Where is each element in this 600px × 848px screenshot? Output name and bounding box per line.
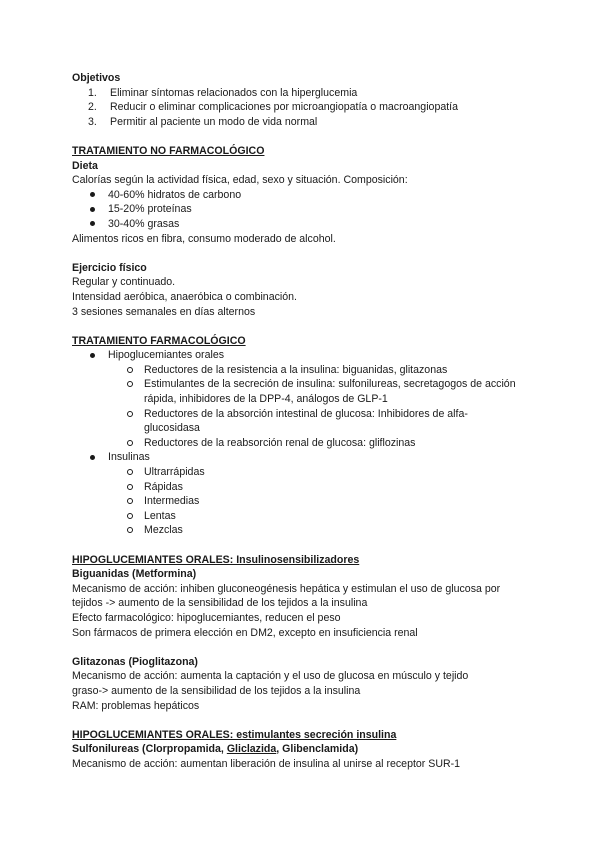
sublist-item: [108, 407, 484, 436]
biguanidas-line: Efecto farmacológico: hipoglucemiantes, reducen el peso: [72, 611, 341, 624]
circle-bullet-icon: [127, 527, 133, 533]
circle-bullet-icon: [127, 411, 133, 417]
circle-bullet-icon: [127, 367, 133, 373]
sublist-item: [108, 523, 532, 538]
sublist-item: [108, 363, 532, 378]
list-item: [72, 348, 532, 450]
hipo-sublist: [108, 363, 532, 451]
insulinosensibilizadores-heading: HIPOGLUCEMIANTES ORALES: Insulinosensibilizadores: [72, 553, 360, 566]
ejercicio-line: 3 sesiones semanales en días alternos: [72, 305, 256, 318]
item-text: Intermedias: [144, 495, 200, 508]
item-number: 1.: [88, 86, 97, 99]
list-item: [72, 115, 532, 130]
sublist-item: [108, 436, 532, 451]
no-farmacologico-heading: TRATAMIENTO NO FARMACOLÓGICO: [72, 144, 265, 157]
sulfonilureas-line: Mecanismo de acción: aumentan liberación de insulina al unirse al receptor SUR-1: [72, 757, 461, 770]
ejercicio-line: Intensidad aeróbica, anaeróbica o combinación.: [72, 290, 297, 303]
bullet-icon: [90, 353, 95, 358]
glitazonas-line: RAM: problemas hepáticos: [72, 699, 200, 712]
objetivos-list: [72, 86, 532, 130]
circle-bullet-icon: [127, 498, 133, 504]
farmacologico-heading: TRATAMIENTO FARMACOLÓGICO: [72, 334, 246, 347]
farmaco-list: [72, 348, 532, 538]
sublist-item: [108, 480, 532, 495]
bullet-icon: [90, 207, 95, 212]
biguanidas-line: Son fármacos de primera elección en DM2, excepto en insuficiencia renal: [72, 626, 418, 639]
biguanidas-line: tejidos -> aumento de la sensibilidad de los tejidos a la insulina: [72, 597, 368, 610]
circle-bullet-icon: [127, 440, 133, 446]
glitazonas-line: Mecanismo de acción: aumenta la captación y el uso de glucosa en músculo y tejido: [72, 670, 469, 683]
item-text: Eliminar síntomas relacionados con la hiperglucemia: [110, 86, 358, 99]
item-text: Insulinas: [108, 451, 150, 464]
dieta-outro: Alimentos ricos en fibra, consumo moderado de alcohol.: [72, 232, 336, 245]
circle-bullet-icon: [127, 513, 133, 519]
item-text: Permitir al paciente un modo de vida normal: [110, 115, 318, 128]
item-text: Reductores de la resistencia a la insulina: biguanidas, glitazonas: [144, 363, 448, 376]
item-text: Mezclas: [144, 524, 183, 537]
item-text: 30-40% grasas: [108, 217, 180, 230]
ejercicio-line: Regular y continuado.: [72, 276, 176, 289]
sulfonilureas-heading: [72, 742, 532, 757]
dieta-list: [72, 188, 532, 232]
sublist-item: [108, 465, 532, 480]
item-text: Reductores de la reabsorción renal de glucosa: gliflozinas: [144, 436, 416, 449]
item-text: Rápidas: [144, 480, 183, 493]
dieta-intro: Calorías según la actividad física, edad, sexo y situación. Composición:: [72, 174, 408, 187]
sulfo-prefix: Sulfonilureas (Clorpropamida,: [72, 743, 227, 756]
list-item: [72, 86, 532, 101]
item-number: 3.: [88, 115, 97, 128]
item-text: 40-60% hidratos de carbono: [108, 188, 242, 201]
ejercicio-heading: Ejercicio físico: [72, 261, 147, 274]
glitazonas-heading: Glitazonas (Pioglitazona): [72, 655, 198, 668]
biguanidas-line: Mecanismo de acción: inhiben gluconeogénesis hepática y estimulan el uso de glucosa por: [72, 582, 501, 595]
circle-bullet-icon: [127, 484, 133, 490]
gliclazida-link: Gliclazida: [226, 743, 277, 756]
estimulantes-heading: HIPOGLUCEMIANTES ORALES: estimulantes secreción insulina: [72, 728, 397, 741]
glitazonas-line: graso-> aumento de la sensibilidad de los tejidos a la insulina: [72, 684, 361, 697]
list-item: [72, 100, 532, 115]
bullet-icon: [90, 221, 95, 226]
item-text: 15-20% proteínas: [108, 203, 192, 216]
item-text: Reducir o eliminar complicaciones por microangiopatía o macroangiopatía: [110, 101, 459, 114]
sublist-item: [108, 377, 532, 406]
list-item: [72, 450, 532, 538]
item-text: Ultrarrápidas: [144, 466, 205, 479]
list-item: [72, 217, 532, 232]
circle-bullet-icon: [127, 381, 133, 387]
list-item: [72, 188, 532, 203]
item-text: Reductores de la absorción intestinal de glucosa: Inhibidores de alfa-glucosidasa: [144, 407, 468, 435]
item-text: Estimulantes de la secreción de insulina: sulfonilureas, secretagogos de acción rápida, inhibidores de la DPP-4, análogos de GLP-1: [144, 378, 516, 406]
sublist-item: [108, 509, 532, 524]
item-number: 2.: [88, 101, 97, 114]
biguanidas-heading: Biguanidas (Metformina): [72, 568, 197, 581]
sublist-item: [108, 494, 532, 509]
list-item: [72, 202, 532, 217]
circle-bullet-icon: [127, 469, 133, 475]
dieta-heading: Dieta: [72, 159, 98, 172]
document-page: [72, 71, 532, 772]
sulfo-suffix: , Glibenclamida): [276, 743, 359, 756]
bullet-icon: [90, 192, 95, 197]
insulinas-sublist: [108, 465, 532, 538]
item-text: Lentas: [144, 509, 176, 522]
bullet-icon: [90, 455, 95, 460]
objetivos-heading: Objetivos: [72, 72, 121, 84]
item-text: Hipoglucemiantes orales: [108, 349, 225, 362]
